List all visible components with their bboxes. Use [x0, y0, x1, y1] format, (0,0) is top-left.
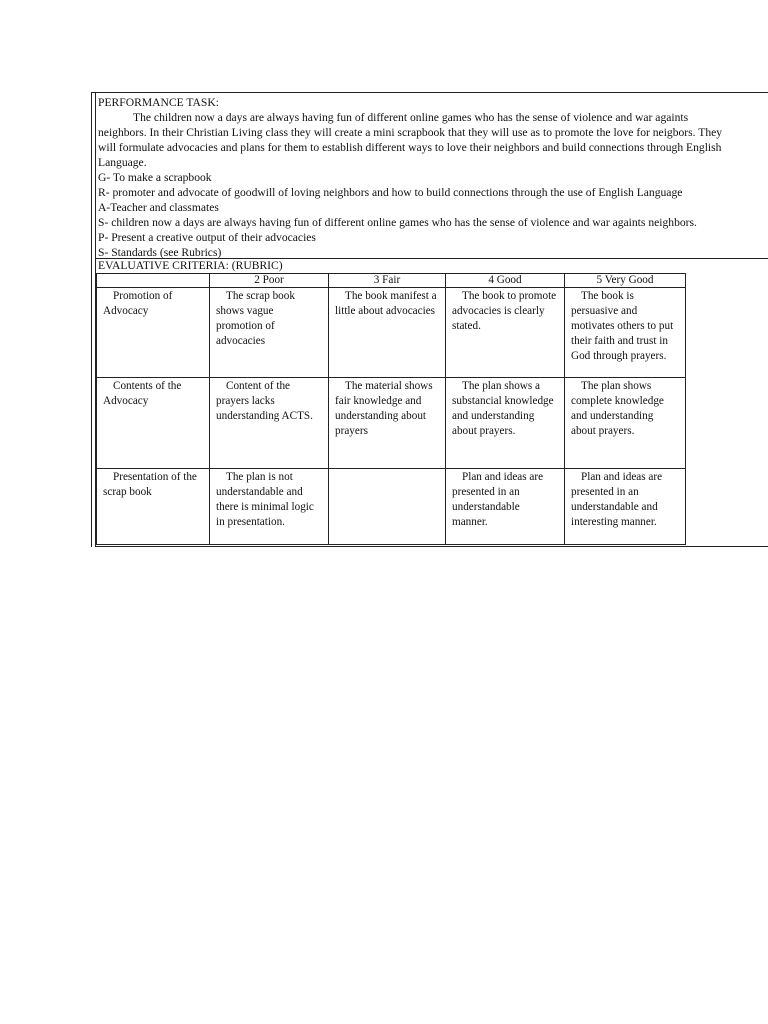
goal-line: G- To make a scrapbook	[98, 171, 212, 184]
rubric-cell	[329, 288, 446, 378]
criterion-label: Contents of the Advocacy	[103, 380, 182, 407]
product-line: P- Present a creative output of their advocacies	[98, 231, 316, 244]
criterion-cell	[97, 469, 210, 545]
rubric-cell-text: Plan and ideas are presented in an understandable manner.	[452, 471, 544, 528]
rubric-cell	[565, 378, 686, 469]
rubric-cell-text: Content of the prayers lacks understanding ACTS.	[216, 380, 313, 422]
rubric-cell	[329, 378, 446, 469]
rubric-header-good: 4 Good	[446, 274, 565, 288]
rubric-cell	[446, 469, 565, 545]
performance-task-section	[98, 95, 768, 260]
rubric-cell	[210, 378, 329, 469]
task-line: will formulate advocacies and plans for them to establish different ways to love their neighbors and build connections through English	[98, 141, 722, 154]
task-line: neighbors. In their Christian Living class they will create a mini scrapbook that they will use as to promote the love for neigbors. They	[98, 126, 723, 139]
evaluative-criteria-heading: EVALUATIVE CRITERIA: (RUBRIC)	[98, 259, 283, 272]
task-line: The children now a days are always having fun of different online games who has the sense of violence and war againts	[133, 111, 689, 124]
rubric-cell	[210, 469, 329, 545]
rubric-header-fair: 3 Fair	[329, 274, 446, 288]
rubric-cell	[565, 288, 686, 378]
rubric-cell-empty	[329, 469, 446, 545]
document-bottom-border	[96, 546, 768, 547]
criterion-cell	[97, 378, 210, 469]
criterion-label: Promotion of Advocacy	[103, 290, 173, 317]
rubric-cell-text: The plan shows a substancial knowledge and understanding about prayers.	[452, 380, 554, 437]
audience-line: A-Teacher and classmates	[98, 201, 219, 214]
document-frame	[91, 92, 768, 547]
table-row	[97, 378, 686, 469]
table-row	[97, 288, 686, 378]
rubric-header-very-good: 5 Very Good	[565, 274, 686, 288]
criterion-label: Presentation of the scrap book	[103, 471, 197, 498]
rubric-cell-text: The book to promote advocacies is clearly stated.	[452, 290, 557, 332]
rubric-cell-text: Plan and ideas are presented in an understandable and interesting manner.	[571, 471, 663, 528]
rubric-header-row	[97, 274, 686, 288]
criterion-cell	[97, 288, 210, 378]
rubric-header-blank	[97, 274, 210, 288]
rubric-cell-text: The plan is not understandable and there is minimal logic in presentation.	[216, 471, 314, 528]
rubric-cell-text: The book is persuasive and motivates others to put their faith and trust in God through prayers.	[571, 290, 674, 362]
rubric-cell-text: The book manifest a little about advocacies	[335, 290, 437, 317]
task-line: Language.	[98, 156, 147, 169]
rubric-cell-text: The plan shows complete knowledge and understanding about prayers.	[571, 380, 664, 437]
rubric-header-poor: 2 Poor	[210, 274, 329, 288]
performance-task-heading: PERFORMANCE TASK:	[98, 96, 219, 109]
document-inner-frame	[95, 93, 768, 547]
rubric-cell	[210, 288, 329, 378]
standards-line: S- Standards (see Rubrics)	[98, 246, 222, 259]
situation-line: S- children now a days are always having fun of different online games who has the sense of violence and war againts neighbors.	[98, 216, 697, 229]
rubric-cell-text: The material shows fair knowledge and understanding about prayers	[335, 380, 433, 437]
rubric-cell	[446, 288, 565, 378]
rubric-cell	[446, 378, 565, 469]
rubric-cell-text: The scrap book shows vague promotion of advocacies	[216, 290, 295, 347]
table-row	[97, 469, 686, 545]
rubric-table	[96, 273, 686, 545]
rubric-cell	[565, 469, 686, 545]
role-line: R- promoter and advocate of goodwill of loving neighbors and how to build connections through the use of English Language	[98, 186, 683, 199]
